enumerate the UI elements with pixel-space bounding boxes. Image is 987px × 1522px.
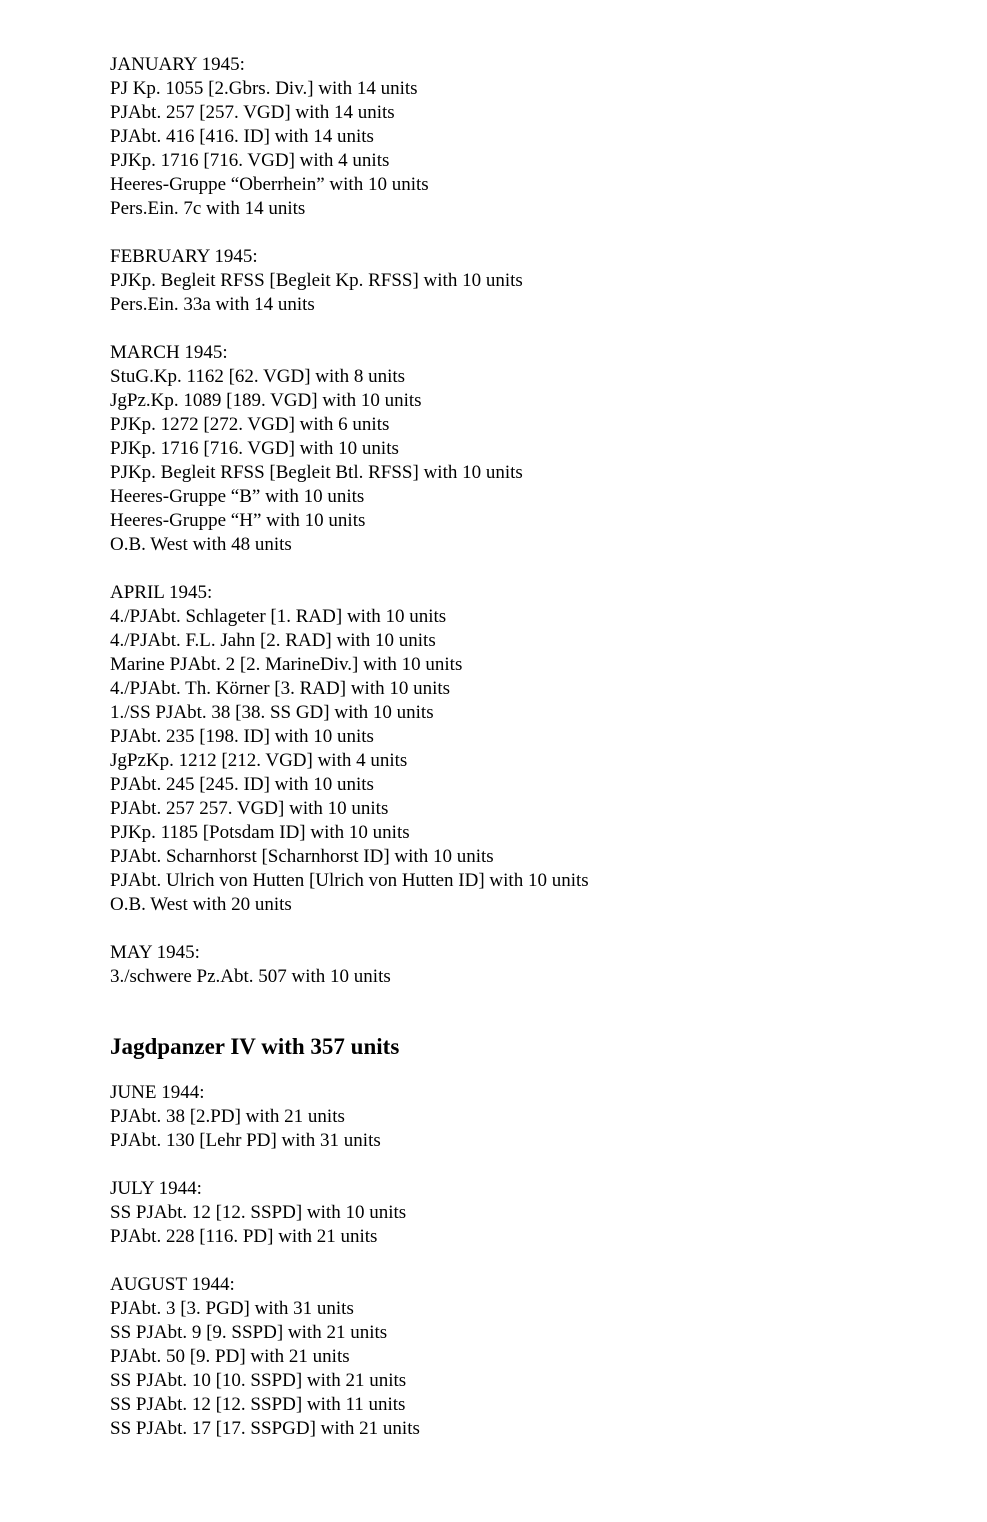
unit-entry: 4./PJAbt. F.L. Jahn [2. RAD] with 10 units (110, 630, 436, 651)
unit-entry: Pers.Ein. 33a with 14 units (110, 294, 315, 315)
unit-entry: Heeres-Gruppe “H” with 10 units (110, 510, 366, 531)
unit-entry: PJKp. 1185 [Potsdam ID] with 10 units (110, 822, 410, 843)
month-section (110, 53, 970, 221)
unit-entry: Heeres-Gruppe “B” with 10 units (110, 486, 365, 507)
month-section (110, 941, 970, 989)
unit-entry: PJ Kp. 1055 [2.Gbrs. Div.] with 14 units (110, 78, 418, 99)
unit-entry: 4./PJAbt. Schlageter [1. RAD] with 10 units (110, 606, 447, 627)
unit-entry: PJAbt. Scharnhorst [Scharnhorst ID] with 10 units (110, 846, 494, 867)
unit-entry: SS PJAbt. 12 [12. SSPD] with 10 units (110, 1202, 407, 1223)
unit-entry: PJAbt. 245 [245. ID] with 10 units (110, 774, 374, 795)
unit-entry: PJAbt. 235 [198. ID] with 10 units (110, 726, 374, 747)
unit-entry: PJKp. 1716 [716. VGD] with 10 units (110, 438, 399, 459)
unit-entry: PJAbt. Ulrich von Hutten [Ulrich von Hutten ID] with 10 units (110, 870, 589, 891)
unit-entry: PJAbt. 228 [116. PD] with 21 units (110, 1226, 378, 1247)
month-section (110, 1273, 970, 1441)
unit-entry: 1./SS PJAbt. 38 [38. SS GD] with 10 units (110, 702, 434, 723)
month-section (110, 1177, 970, 1249)
unit-entry: SS PJAbt. 10 [10. SSPD] with 21 units (110, 1370, 407, 1391)
unit-entry: 3./schwere Pz.Abt. 507 with 10 units (110, 966, 391, 987)
unit-entry: O.B. West with 48 units (110, 534, 292, 555)
unit-entry: SS PJAbt. 9 [9. SSPD] with 21 units (110, 1322, 388, 1343)
unit-entry: JgPz.Kp. 1089 [189. VGD] with 10 units (110, 390, 422, 411)
unit-entry: PJAbt. 3 [3. PGD] with 31 units (110, 1298, 354, 1319)
month-heading: MARCH 1945: (110, 342, 228, 363)
unit-entry: PJKp. 1716 [716. VGD] with 4 units (110, 150, 390, 171)
listing-1945 (110, 53, 970, 989)
unit-entry: PJAbt. 38 [2.PD] with 21 units (110, 1106, 345, 1127)
unit-entry: PJKp. Begleit RFSS [Begleit Btl. RFSS] with 10 units (110, 462, 523, 483)
unit-entry: PJAbt. 130 [Lehr PD] with 31 units (110, 1130, 381, 1151)
month-section (110, 1081, 970, 1153)
unit-entry: Heeres-Gruppe “Oberrhein” with 10 units (110, 174, 429, 195)
unit-entry: PJAbt. 257 [257. VGD] with 14 units (110, 102, 395, 123)
month-heading: AUGUST 1944: (110, 1274, 235, 1295)
unit-entry: StuG.Kp. 1162 [62. VGD] with 8 units (110, 366, 406, 387)
unit-entry: JgPzKp. 1212 [212. VGD] with 4 units (110, 750, 408, 771)
unit-entry: SS PJAbt. 12 [12. SSPD] with 11 units (110, 1394, 406, 1415)
unit-entry: O.B. West with 20 units (110, 894, 292, 915)
unit-entry: SS PJAbt. 17 [17. SSPGD] with 21 units (110, 1418, 420, 1439)
month-heading: MAY 1945: (110, 942, 200, 963)
document-page (110, 53, 970, 1441)
listing-1944 (110, 1081, 970, 1441)
month-heading: JUNE 1944: (110, 1082, 205, 1103)
month-section (110, 341, 970, 557)
unit-entry: PJKp. 1272 [272. VGD] with 6 units (110, 414, 390, 435)
unit-entry: Marine PJAbt. 2 [2. MarineDiv.] with 10 units (110, 654, 463, 675)
month-heading: JANUARY 1945: (110, 54, 245, 75)
unit-entry: PJAbt. 416 [416. ID] with 14 units (110, 126, 374, 147)
month-heading: JULY 1944: (110, 1178, 202, 1199)
month-heading: FEBRUARY 1945: (110, 246, 258, 267)
unit-entry: 4./PJAbt. Th. Körner [3. RAD] with 10 units (110, 678, 451, 699)
month-heading: APRIL 1945: (110, 582, 213, 603)
unit-entry: PJKp. Begleit RFSS [Begleit Kp. RFSS] with 10 units (110, 270, 523, 291)
month-section (110, 581, 970, 917)
unit-entry: PJAbt. 257 257. VGD] with 10 units (110, 798, 389, 819)
section-heading: Jagdpanzer IV with 357 units (110, 1034, 400, 1059)
month-section (110, 245, 970, 317)
unit-entry: Pers.Ein. 7c with 14 units (110, 198, 306, 219)
unit-entry: PJAbt. 50 [9. PD] with 21 units (110, 1346, 350, 1367)
